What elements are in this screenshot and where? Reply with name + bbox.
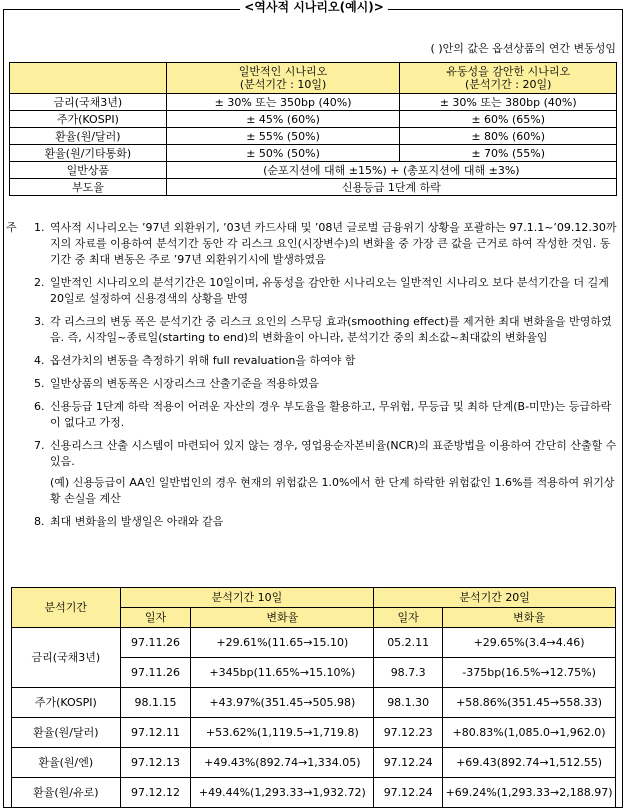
footnote-item: 주 1. 역사적 시나리오는 ’97년 외환위기, ’03년 카드사태 및 ’08년 글로벌 금융위기 상황을 포괄하는 97.1.1~’09.12.30까지의 자료를 이용하여 분석기간 동안 각 리스크 요인(시장변수)의 변화율 중 가장 큰 값을 근거로 하여 작성한 것임. 동 기간 중 최대 변동은 주로 ’97년 외환위기시에 발생하였음 bbox=[6, 221, 617, 266]
footnote-item: 5. 일반상품의 변동폭은 시장리스크 산출기준을 적용하였음 bbox=[34, 377, 320, 390]
volatility-note: ( )안의 값은 옵션상품의 연간 변동성임 bbox=[430, 42, 616, 55]
header-analysis-period: 분석기간 bbox=[12, 588, 121, 628]
footnote-item: 7. 신용리스크 산출 시스템이 마련되어 있지 않는 경우, 영업용순자본비율(NCR)의 표준방법을 이용하여 간단히 산출할 수 있음. bbox=[34, 439, 617, 468]
footnote-item: 8. 최대 변화율의 발생일은 아래와 같음 bbox=[34, 515, 224, 528]
scenario-table bbox=[9, 62, 617, 196]
scenario-header-blank bbox=[10, 63, 167, 94]
header-general-scenario: 일반적인 시나리오 (분석기간 : 10일) bbox=[166, 63, 400, 94]
document-title: <역사적 시나리오(예시)> bbox=[0, 0, 628, 14]
header-rate: 변화율 bbox=[191, 608, 374, 628]
table-row: 금리(국채3년) ± 30% 또는 350bp (40%) ± 30% 또는 380bp (40%) bbox=[10, 94, 617, 111]
table-row: 금리(국채3년) 97.11.26 +29.61%(11.65→15.10) 05.2.11 +29.65%(3.4→4.46) bbox=[12, 628, 616, 658]
footnote-item: 4. 옵션가치의 변동을 측정하기 위해 full revaluation을 하여야 함 bbox=[34, 354, 356, 367]
header-period-20: 분석기간 20일 bbox=[374, 588, 616, 608]
table-row: 97.11.26 +345bp(11.65%→15.10%) 98.7.3 -375bp(16.5%→12.75%) bbox=[12, 658, 616, 688]
header-date: 일자 bbox=[120, 608, 191, 628]
table-row: 주가(KOSPI) ± 45% (60%) ± 60% (65%) bbox=[10, 111, 617, 128]
footnote-item: 2. 일반적인 시나리오의 분석기간은 10일이며, 유동성을 감안한 시나리오는 일반적인 시나리오 보다 분석기간을 더 길게 20일로 설정하여 신용경색의 상황을 반영 bbox=[34, 276, 609, 305]
header-liquidity-scenario: 유동성을 감안한 시나리오 (분석기간 : 20일) bbox=[400, 63, 617, 94]
header-date: 일자 bbox=[374, 608, 443, 628]
default-rate-row: 부도율 신용등급 1단계 하락 bbox=[10, 179, 617, 196]
header-rate: 변화율 bbox=[443, 608, 616, 628]
table-row: 환율(원/달러) ± 55% (50%) ± 80% (60%) bbox=[10, 128, 617, 145]
footnote-item: 6. 신용등급 1단계 하락 적용이 어려운 자산의 경우 부도율을 활용하고, 무위험, 무등급 및 최하 단계(B-미만)는 등급하락이 없다고 가정. bbox=[34, 400, 612, 429]
table-row: 환율(원/달러) 97.12.11 +53.62%(1,119.5→1,719.8) 97.12.23 +80.83%(1,085.0→1,962.0) bbox=[12, 718, 616, 748]
general-product-row: 일반상품 (순포지션에 대해 ±15%) + (총포지션에 대해 ±3%) bbox=[10, 162, 617, 179]
footnote-example: (예) 신용등급이 AA인 일반법인의 경우 현재의 위험값은 1.0%에서 한 단계 하락한 위험값인 1.6%를 적용하여 위기상황 손실을 계산 bbox=[50, 476, 615, 505]
table-row: 환율(원/엔) 97.12.13 +49.43%(892.74→1,334.05) 97.12.24 +69.43(892.74→1,512.55) bbox=[12, 748, 616, 778]
max-change-table bbox=[11, 587, 616, 808]
table-row: 주가(KOSPI) 98.1.15 +43.97%(351.45→505.98) 98.1.30 +58.86%(351.45→558.33) bbox=[12, 688, 616, 718]
table-row: 환율(원/기타통화) ± 50% (50%) ± 70% (55%) bbox=[10, 145, 617, 162]
footnotes bbox=[6, 220, 618, 537]
table-row: 환율(원/유로) 97.12.12 +49.44%(1,293.33→1,932.72) 97.12.24 +69.24%(1,293.33→2,188.97) bbox=[12, 778, 616, 808]
header-period-10: 분석기간 10일 bbox=[120, 588, 374, 608]
footnote-item: 3. 각 리스크의 변동 폭은 분석기간 중 리스크 요인의 스무딩 효과(smoothing effect)를 제거한 최대 변화율을 반영하였음. 즉, 시작일~종료일(starting to end)의 변화율이 아니라, 분석기간 중의 최소값~최대값의 변화율임 bbox=[34, 315, 612, 344]
